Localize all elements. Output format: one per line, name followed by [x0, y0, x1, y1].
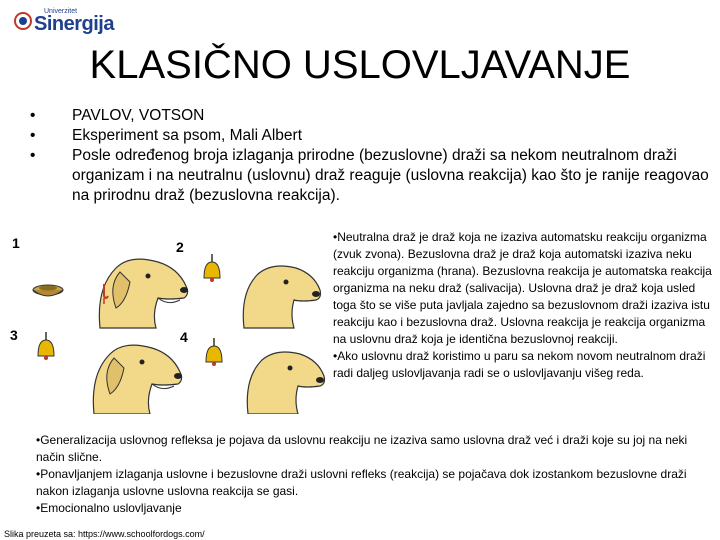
bullet-item	[30, 146, 710, 206]
panel-number-1: 1	[12, 235, 20, 251]
bullet-text: PAVLOV, VOTSON	[72, 107, 205, 124]
logo-name: Sinergija	[34, 13, 114, 35]
university-logo	[8, 4, 128, 34]
food-bowl-icon	[33, 285, 63, 296]
notes-text	[36, 432, 716, 517]
bullet-dot: •	[30, 107, 36, 124]
bullet-dot: •	[30, 127, 36, 144]
definitions-paragraph: •Neutralna draž je draž koja ne izaziva automatsku reakciju organizma (zvuk zvona). Bezuslovna draž je draž koja automatski izaziva neku reakciju organizma (hrana). Bezuslovna reakcija je automatska reakcija organizma na neku draž (salivacija). Uslovna draž je draž koja usled toga što se više puta javljala zajedno sa bezuslovnom draži izaziva istu reakciju kao i bezuslovna draž. Uslovna reakcija je reakcija organizma na uslovnu draž koja je identična bezuslovnoj reakciji.	[333, 230, 712, 346]
panel-number-2: 2	[176, 239, 184, 255]
bullet-item	[30, 126, 710, 146]
panel-number-3: 3	[10, 327, 18, 343]
dog-head-icon	[93, 345, 182, 414]
dog-head-icon	[247, 352, 324, 414]
notes-paragraph: •Emocionalno uslovljavanje	[36, 501, 182, 515]
slide-title: KLASIČNO USLOVLJAVANJE	[89, 43, 631, 87]
notes-paragraph: •Ponavljanjem izlaganja uslovne i bezuslovne draži uslovni refleks (reakcija) se pojačava dok izostankom bezuslovne draži nakon izlaganja uslovne uslovna reakcija se gasi.	[36, 467, 687, 498]
image-source-caption: Slika preuzeta sa: https://www.schoolfordogs.com/	[4, 529, 205, 539]
definitions-text	[333, 229, 713, 382]
bell-icon	[204, 254, 220, 282]
dog-head-icon	[243, 266, 320, 328]
logo-emblem-icon	[14, 12, 32, 30]
pavlov-conditioning-illustration	[8, 228, 330, 414]
notes-paragraph: •Generalizacija uslovnog refleksa je pojava da uslovnu reakciju ne izaziva samo uslovna draž već i draži koje su joj na neki način slične.	[36, 433, 688, 464]
logo-small-text: Univerzitet	[44, 8, 78, 15]
bullet-text: Posle određenog broja izlaganja prirodne (bezuslovne) draži sa nekom neutralnom draži organizam i na neutralnu (uslovnu) draž reaguje (uslovna reakcija) kao što je ranije reagovao na prirodnu draž (bezuslovna reakcija).	[72, 147, 709, 204]
bell-icon	[38, 332, 54, 360]
panel-number-4: 4	[180, 329, 188, 345]
bullet-dot: •	[30, 147, 36, 164]
bullet-item	[30, 106, 710, 126]
bullet-list	[30, 106, 710, 206]
bell-icon	[206, 338, 222, 366]
dog-head-icon	[99, 259, 188, 328]
definitions-paragraph: •Ako uslovnu draž koristimo u paru sa nekom novom neutralnom draži radi daljeg uslovljavanja radi se o uslovljavanju višeg reda.	[333, 349, 706, 380]
bullet-text: Eksperiment sa psom, Mali Albert	[72, 127, 303, 144]
